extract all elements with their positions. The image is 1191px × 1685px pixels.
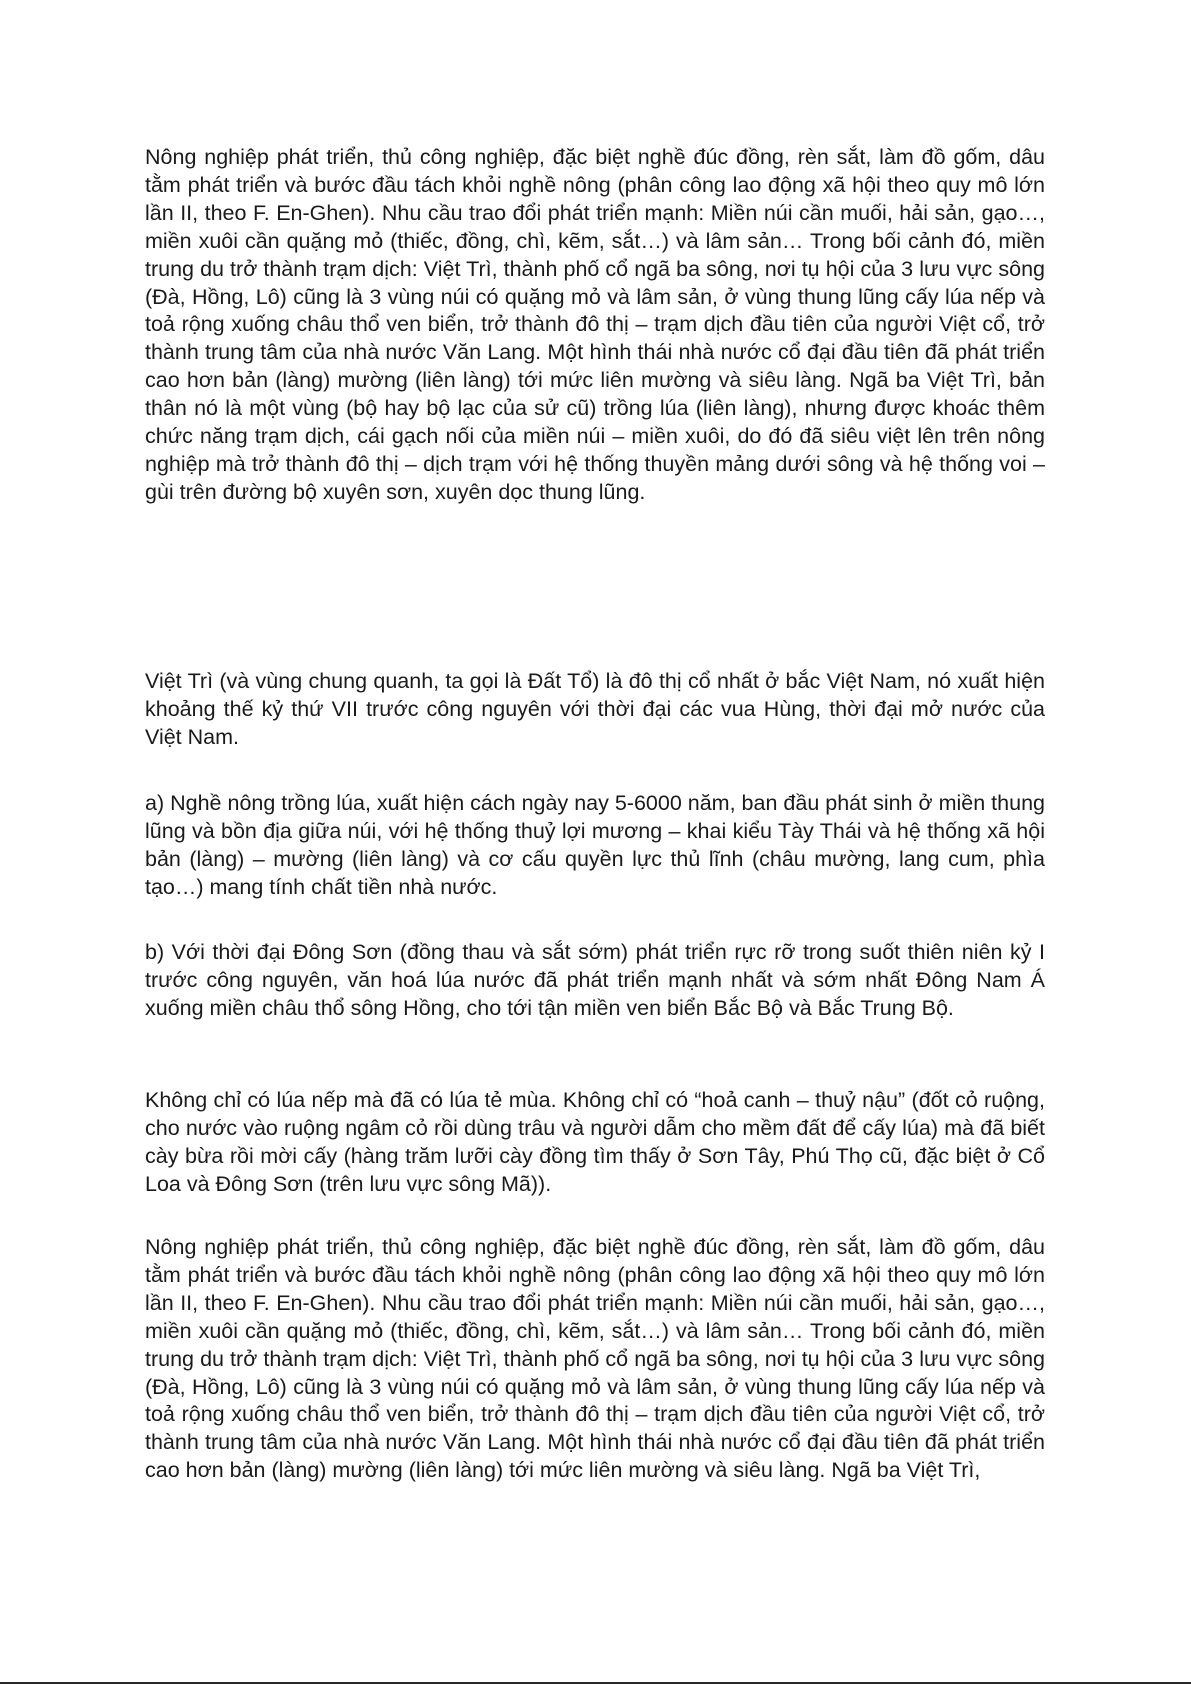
paragraph-a-rice-farming: a) Nghề nông trồng lúa, xuất hiện cách ngày nay 5-6000 năm, ban đầu phát sinh ở miền thung lũng và bồn địa giữa núi, với hệ thống thuỷ lợi mương – khai kiểu Tày Thái và hệ thống xã hội bản (làng) – mường (liên làng) và cơ cấu quyền lực thủ lĩnh (châu mường, lang cum, phìa tạo…) mang tính chất tiền nhà nước. xyxy=(145,791,1045,899)
paragraph-agriculture-and-trade-repeat: Nông nghiệp phát triển, thủ công nghiệp, đặc biệt nghề đúc đồng, rèn sắt, làm đồ gốm, dâu tằm phát triển và bước đầu tách khỏi nghề nông (phân công lao động xã hội theo quy mô lớn lần II, theo F. En-Ghen). Nhu cầu trao đổi phát triển mạnh: Miền núi cần muối, hải sản, gạo…, miền xuôi cần quặng mỏ (thiếc, đồng, chì, kẽm, sắt…) và lâm sản… Trong bối cảnh đó, miền trung du trở thành trạm dịch: Việt Trì, thành phố cổ ngã ba sông, nơi tụ hội của 3 lưu vực sông (Đà, Hồng, Lô) cũng là 3 vùng núi có quặng mỏ và lâm sản, ở vùng thung lũng cấy lúa nếp và toả rộng xuống châu thổ ven biển, trở thành đô thị – trạm dịch đầu tiên của người Việt cổ, trở thành trung tâm của nhà nước Văn Lang. Một hình thái nhà nước cổ đại đầu tiên đã phát triển cao hơn bản (làng) mường (liên làng) tới mức liên mường và siêu làng. Ngã ba Việt Trì, xyxy=(145,1235,1045,1483)
page-bottom-rule xyxy=(0,1682,1191,1684)
paragraph-rice-varieties-and-plowing: Không chỉ có lúa nếp mà đã có lúa tẻ mùa. Không chỉ có “hoả canh – thuỷ nậu” (đốt cỏ ruộng, cho nước vào ruộng ngâm cỏ rồi dùng trâu và người dẫm cho mềm đất để cấy lúa) mà đã biết cày bừa rồi mời cấy (hàng trăm lưỡi cày đồng tìm thấy ở Sơn Tây, Phú Thọ cũ, đặc biệt ở Cổ Loa và Đông Sơn (trên lưu vực sông Mã)). xyxy=(145,1088,1045,1196)
paragraph-viet-tri-oldest-city: Việt Trì (và vùng chung quanh, ta gọi là Đất Tổ) là đô thị cổ nhất ở bắc Việt Nam, nó xuất hiện khoảng thế kỷ thứ VII trước công nguyên với thời đại các vua Hùng, thời đại mở nước của Việt Nam. xyxy=(145,669,1045,749)
paragraph-agriculture-and-trade: Nông nghiệp phát triển, thủ công nghiệp, đặc biệt nghề đúc đồng, rèn sắt, làm đồ gốm, dâu tằm phát triển và bước đầu tách khỏi nghề nông (phân công lao động xã hội theo quy mô lớn lần II, theo F. En-Ghen). Nhu cầu trao đổi phát triển mạnh: Miền núi cần muối, hải sản, gạo…, miền xuôi cần quặng mỏ (thiếc, đồng, chì, kẽm, sắt…) và lâm sản… Trong bối cảnh đó, miền trung du trở thành trạm dịch: Việt Trì, thành phố cổ ngã ba sông, nơi tụ hội của 3 lưu vực sông (Đà, Hồng, Lô) cũng là 3 vùng núi có quặng mỏ và lâm sản, ở vùng thung lũng cấy lúa nếp và toả rộng xuống châu thổ ven biển, trở thành đô thị – trạm dịch đầu tiên của người Việt cổ, trở thành trung tâm của nhà nước Văn Lang. Một hình thái nhà nước cổ đại đầu tiên đã phát triển cao hơn bản (làng) mường (liên làng) tới mức liên mường và siêu làng. Ngã ba Việt Trì, bản thân nó là một vùng (bộ hay bộ lạc của sử cũ) trồng lúa (liên làng), nhưng được khoác thêm chức năng trạm dịch, cái gạch nối của miền núi – miền xuôi, do đó đã siêu việt lên trên nông nghiệp mà trở thành đô thị – dịch trạm với hệ thống thuyền mảng dưới sông và hệ thống voi – gùi trên đường bộ xuyên sơn, xuyên dọc thung lũng. xyxy=(145,145,1045,504)
paragraph-b-dong-son-era: b) Với thời đại Đông Sơn (đồng thau và sắt sớm) phát triển rực rỡ trong suốt thiên niên kỷ I trước công nguyên, văn hoá lúa nước đã phát triển mạnh nhất và sớm nhất Đông Nam Á xuống miền châu thổ sông Hồng, cho tới tận miền ven biển Bắc Bộ và Bắc Trung Bộ. xyxy=(145,940,1045,1020)
